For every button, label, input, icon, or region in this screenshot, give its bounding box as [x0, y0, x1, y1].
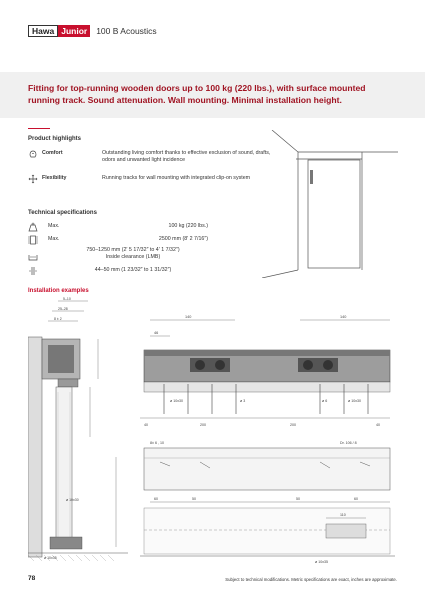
dim-label: 40 [376, 423, 380, 427]
spec-thickness [28, 266, 208, 276]
specs-title: Technical specifications [28, 210, 97, 216]
dim-label: 200 [200, 423, 206, 427]
dim-label: 110 [340, 513, 346, 517]
spec-value: 2500 mm (8′ 2 7/16″) [158, 236, 208, 242]
spec-weight [28, 222, 208, 232]
dim-label: 60 [354, 497, 358, 501]
screw-label: ø 10x30 [348, 399, 361, 403]
dim-label: 8 ± 2 [54, 317, 62, 321]
screw-label: ø 10x35 [315, 560, 328, 564]
brand-logo [28, 25, 157, 37]
dim-label: 200 [290, 423, 296, 427]
highlight-flexibility [28, 174, 277, 184]
dim-label: 50 [296, 497, 300, 501]
screw-label: ø 3 [240, 399, 246, 403]
screw-label: ø 10x35 [44, 556, 57, 560]
dim-label: 60 [154, 497, 158, 501]
spec-value: 750–1250 mm (2′ 5 17/32″ to 4′ 1 7/32″) [86, 247, 180, 253]
door-room-illustration [262, 130, 400, 278]
section-drawing [28, 297, 133, 565]
door-leaf-front-view [140, 438, 395, 566]
clearance-icon [28, 252, 38, 262]
dim-label: 8± 6 , 10 [150, 441, 164, 445]
footer-note: Subject to technical modifications. Metric specifications are exact, inches are approximate. [225, 577, 397, 582]
spec-value: 100 kg (220 lbs.) [168, 223, 208, 229]
dim-label: 25–28 [58, 307, 68, 311]
flexibility-icon [28, 174, 38, 184]
spec-value-note: Inside clearance (LMB) [105, 254, 161, 260]
dim-label: 140 [185, 315, 192, 319]
highlight-label: Flexibility [42, 175, 67, 181]
highlight-desc: Running tracks for wall mounting with integrated clip-on system [102, 175, 251, 181]
dim-label: 46 [154, 331, 159, 335]
dim-label: 5–10 [63, 297, 71, 301]
dim-label: 140 [340, 315, 347, 319]
intro-text: Fitting for top-running wooden doors up to 100 kg (220 lbs.), with surface mounted running track. Sound attenuation. Wall mounting. Minimal installation height. [28, 83, 366, 105]
brand-hawa: Hawa [28, 25, 58, 37]
spec-label: Max. [48, 236, 60, 242]
spec-clearance [28, 247, 208, 263]
highlight-label: Comfort [42, 150, 63, 156]
spec-width [28, 235, 208, 245]
spec-value: 44–50 mm (1 23/32″ to 1 31/32″) [94, 267, 172, 273]
intro-banner [0, 72, 425, 118]
comfort-icon [28, 149, 38, 159]
dim-label: 50 [192, 497, 196, 501]
section-divider [28, 128, 50, 129]
highlights-title: Product highlights [28, 136, 81, 142]
brand-junior: Junior [58, 25, 90, 37]
weight-icon [28, 222, 38, 232]
page-number: 78 [28, 575, 36, 582]
track-front-view [140, 312, 395, 432]
door-thickness-icon [28, 266, 38, 276]
spec-label: Max. [48, 223, 60, 229]
product-name: 100 B Acoustics [96, 26, 157, 36]
highlight-comfort [28, 149, 277, 164]
highlight-desc: Outstanding living comfort thanks to effective exclusion of sound, drafts, odors and unwanted light incidence [102, 150, 271, 163]
dim-label: Dr. 106 / 8 [340, 441, 357, 445]
dim-label: 40 [144, 423, 148, 427]
screw-label: ø 6 [322, 399, 328, 403]
screw-label: ø 10x30 [66, 498, 79, 502]
screw-label: ø 10x30 [170, 399, 183, 403]
installation-title: Installation examples [28, 288, 89, 294]
door-width-icon [28, 235, 38, 245]
